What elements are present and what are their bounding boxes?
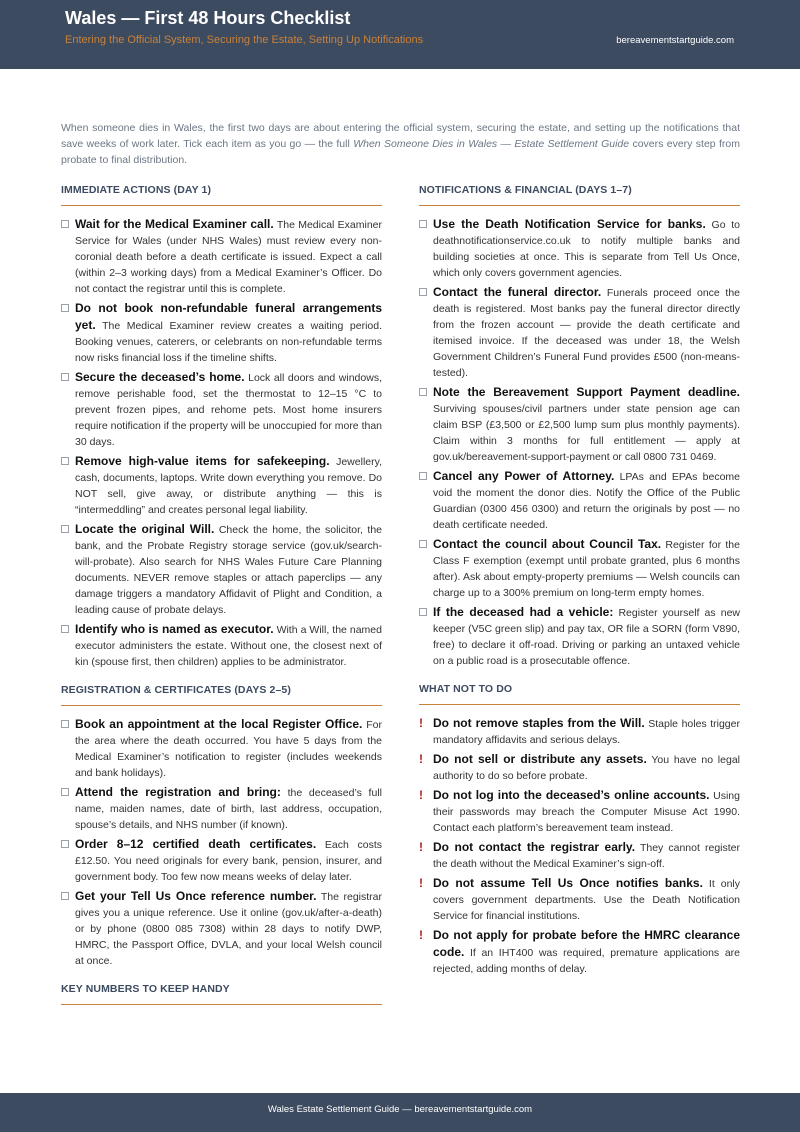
checklist-item <box>61 369 382 450</box>
checkbox[interactable] <box>61 788 69 796</box>
checklist-item <box>419 284 740 381</box>
item-lead: Contact the council about Council Tax. <box>433 537 662 551</box>
checklist-item <box>61 453 382 518</box>
checkbox[interactable] <box>61 457 69 465</box>
item-body: Staple holes trigger mandatory affidavits and serious delays. <box>433 718 740 746</box>
item-lead: Do not contact the registrar early. <box>433 840 636 854</box>
checkbox[interactable] <box>61 220 69 228</box>
item-lead: Do not remove staples from the Will. <box>433 716 645 730</box>
warning-icon: ! <box>419 928 423 942</box>
item-body: It only covers government departments. Use the Death Notification Service for financial institutions. <box>433 878 740 922</box>
checkbox[interactable] <box>419 472 427 480</box>
item-body: Check the home, the solicitor, the bank, and the Probate Registry storage service (gov.uk/search-will-probate). Also search for NHS Wales Future Care Planning documents. NEVER remove staples or attach paperclips — any damage triggers a mandatory Affidavit of Plight and Condition, a leading cause of probate delays. <box>75 524 383 616</box>
warning-icon: ! <box>419 788 423 802</box>
item-lead: Secure the deceased’s home. <box>75 370 245 384</box>
warning-item <box>419 839 740 872</box>
checklist-item <box>61 784 382 833</box>
item-lead: Do not sell or distribute any assets. <box>433 752 647 766</box>
item-lead: Locate the original Will. <box>75 522 215 536</box>
checkbox[interactable] <box>419 220 427 228</box>
item-lead: Do not book non-refundable funeral arrangements yet. <box>75 301 382 332</box>
item-lead: Book an appointment at the local Register Office. <box>75 717 363 731</box>
item-body: LPAs and EPAs become void the moment the donor dies. Notify the Office of the Public Guardian (0300 456 0300) and return the originals by post — no death certificate needed. <box>433 471 740 531</box>
left-column <box>61 184 382 1015</box>
item-lead: Order 8–12 certified death certificates. <box>75 837 317 851</box>
item-lead: Do not log into the deceased’s online accounts. <box>433 788 710 802</box>
section-heading-registration: REGISTRATION & CERTIFICATES (DAYS 2–5) <box>61 684 382 706</box>
item-lead: Attend the registration and bring: <box>75 785 281 799</box>
section-heading-not-to-do: WHAT NOT TO DO <box>419 683 740 705</box>
intro-text-after: covers every step from probate to final distribution. <box>61 138 741 166</box>
checkbox[interactable] <box>61 304 69 312</box>
item-body: If an IHT400 was required, premature applications are rejected, adding months of delay. <box>433 947 740 975</box>
section-heading-immediate: IMMEDIATE ACTIONS (DAY 1) <box>61 184 382 206</box>
item-body: Go to deathnotificationservice.co.uk to notify multiple banks and building societies at once. This is separate from Tell Us Once, which only covers government agencies. <box>433 219 741 279</box>
warning-icon: ! <box>419 716 423 730</box>
item-body: With a Will, the named executor administers the estate. Without one, the closest next of kin (spouse first, then children) applies to be administrator. <box>75 624 382 668</box>
item-lead: Do not apply for probate before the HMRC clearance code. <box>433 928 740 959</box>
checkbox[interactable] <box>61 525 69 533</box>
item-lead: If the deceased had a vehicle: <box>433 605 614 619</box>
item-body: Surviving spouses/civil partners under state pension age can claim BSP (£3,500 or £2,500 lump sum plus monthly payments). Claim within 3 months for full entitlement — apply at gov.uk/bereavement-support-payment or call 0800 731 0469. <box>433 403 740 463</box>
item-body: Register for the Class F exemption (exempt until probate granted, plus 6 months after). Ask about empty-property premiums — Welsh councils can charge up to a 300% premium on long-term empty homes. <box>433 539 740 599</box>
item-body: the deceased’s full name, maiden names, date of birth, last address, occupation, spouse’s details, and NHS number (if known). <box>75 787 382 831</box>
checkbox[interactable] <box>61 892 69 900</box>
page-subtitle: Entering the Official System, Securing the Estate, Setting Up Notifications <box>65 34 424 46</box>
item-lead: Do not assume Tell Us Once notifies banks. <box>433 876 703 890</box>
checkbox[interactable] <box>61 373 69 381</box>
intro-text-before: When someone dies in Wales, the first two days are about entering the official system, securing the estate, and setting up the notifications that save weeks of work later. Tick each item as you go — the full <box>61 122 740 150</box>
warning-icon: ! <box>419 840 423 854</box>
checkbox[interactable] <box>419 540 427 548</box>
page-footer <box>0 1093 800 1132</box>
site-name: bereavementstartguide.com <box>616 35 734 46</box>
item-lead: Contact the funeral director. <box>433 285 602 299</box>
item-lead: Cancel any Power of Attorney. <box>433 469 615 483</box>
item-body: The Medical Examiner Service for Wales (under NHS Wales) must review every non-coronial death before a death certificate is issued. Expect a call (within 2–3 working days) from a Medical Examiner’s Officer. Do not contact the registrar until this is complete. <box>75 219 382 295</box>
guide-title: When Someone Dies in Wales — Estate Settlement Guide <box>353 138 630 150</box>
checklist-item <box>419 536 740 601</box>
item-lead: Note the Bereavement Support Payment deadline. <box>433 385 740 399</box>
checklist-item <box>61 836 382 885</box>
warning-icon: ! <box>419 876 423 890</box>
item-lead: Remove high-value items for safekeeping. <box>75 454 330 468</box>
not-to-do-list <box>419 715 740 977</box>
item-body: Each costs £12.50. You need originals for every bank, pension, insurer, and government body. Too few now means weeks of delay later. <box>75 839 382 883</box>
immediate-actions-list <box>61 216 382 670</box>
section-heading-notifications: NOTIFICATIONS & FINANCIAL (DAYS 1–7) <box>419 184 740 206</box>
item-body: For the area where the death occurred. You have 5 days from the Medical Examiner’s notification to register (includes weekends and bank holidays). <box>75 719 382 779</box>
checkbox[interactable] <box>61 840 69 848</box>
warning-item <box>419 751 740 784</box>
checklist-item <box>61 888 382 969</box>
checkbox[interactable] <box>419 388 427 396</box>
notifications-list <box>419 216 740 669</box>
warning-item <box>419 875 740 924</box>
item-body: Using their passwords may breach the Computer Misuse Act 1990. Contact each platform’s bereavement team instead. <box>433 790 740 834</box>
item-body: Register yourself as new keeper (V5C green slip) and pay tax, OR file a SORN (form V890, free) to declare it off-road. Driving or parking an untaxed vehicle on a public road is a prosecutable offence. <box>433 607 741 667</box>
item-body: You have no legal authority to do so before probate. <box>433 754 740 782</box>
checklist-item <box>419 468 740 533</box>
item-body: The Medical Examiner review creates a waiting period. Booking venues, caterers, or celebrants on non-refundable terms now risks financial loss if the timeline shifts. <box>75 320 382 364</box>
checkbox[interactable] <box>419 288 427 296</box>
warning-icon: ! <box>419 752 423 766</box>
checkbox[interactable] <box>419 608 427 616</box>
registration-list <box>61 716 382 969</box>
item-body: The registrar gives you a unique reference. Use it online (gov.uk/after-a-death) or by phone (0800 085 7308) within 28 days to notify DWP, HMRC, the Passport Office, DVLA, and your local Welsh council at once. <box>75 891 382 967</box>
item-body: Jewellery, cash, documents, laptops. Write down everything you remove. Do NOT sell, give away, or distribute anything — this is “intermeddling” and creates personal legal liability. <box>75 456 382 516</box>
warning-item <box>419 787 740 836</box>
right-column <box>419 184 740 980</box>
item-body: They cannot register the death without the Medical Examiner’s sign-off. <box>433 842 741 870</box>
item-body: Lock all doors and windows, remove perishable food, set the thermostat to 12–15 °C to prevent frozen pipes, and rehome pets. Most home insurers require notification if the property will be unoccupied for more than 30 days. <box>75 372 383 448</box>
checklist-item <box>61 521 382 618</box>
item-lead: Get your Tell Us Once reference number. <box>75 889 317 903</box>
checklist-item <box>61 716 382 781</box>
page-title: Wales — First 48 Hours Checklist <box>65 8 351 28</box>
checklist-item <box>419 216 740 281</box>
checkbox[interactable] <box>61 625 69 633</box>
item-body: Funerals proceed once the death is registered. Most banks pay the funeral director directly from the frozen account — provide the death certificate and itemised invoice. If the deceased was under 18, the Welsh Government Children’s Funeral Fund provides £500 (non-means-tested). <box>433 287 741 379</box>
item-lead: Use the Death Notification Service for banks. <box>433 217 706 231</box>
warning-item <box>419 927 740 977</box>
page-header <box>0 0 800 69</box>
footer-text: Wales Estate Settlement Guide — bereavementstartguide.com <box>267 1104 533 1115</box>
checklist-item <box>419 384 740 465</box>
item-lead: Wait for the Medical Examiner call. <box>75 217 274 231</box>
checklist-item <box>419 604 740 669</box>
checklist-item <box>61 621 382 670</box>
checklist-item <box>61 216 382 297</box>
section-heading-key-numbers: KEY NUMBERS TO KEEP HANDY <box>61 983 382 1005</box>
item-lead: Identify who is named as executor. <box>75 622 274 636</box>
checklist-item <box>61 300 382 366</box>
checkbox[interactable] <box>61 720 69 728</box>
warning-item <box>419 715 740 748</box>
intro-paragraph <box>61 120 740 168</box>
